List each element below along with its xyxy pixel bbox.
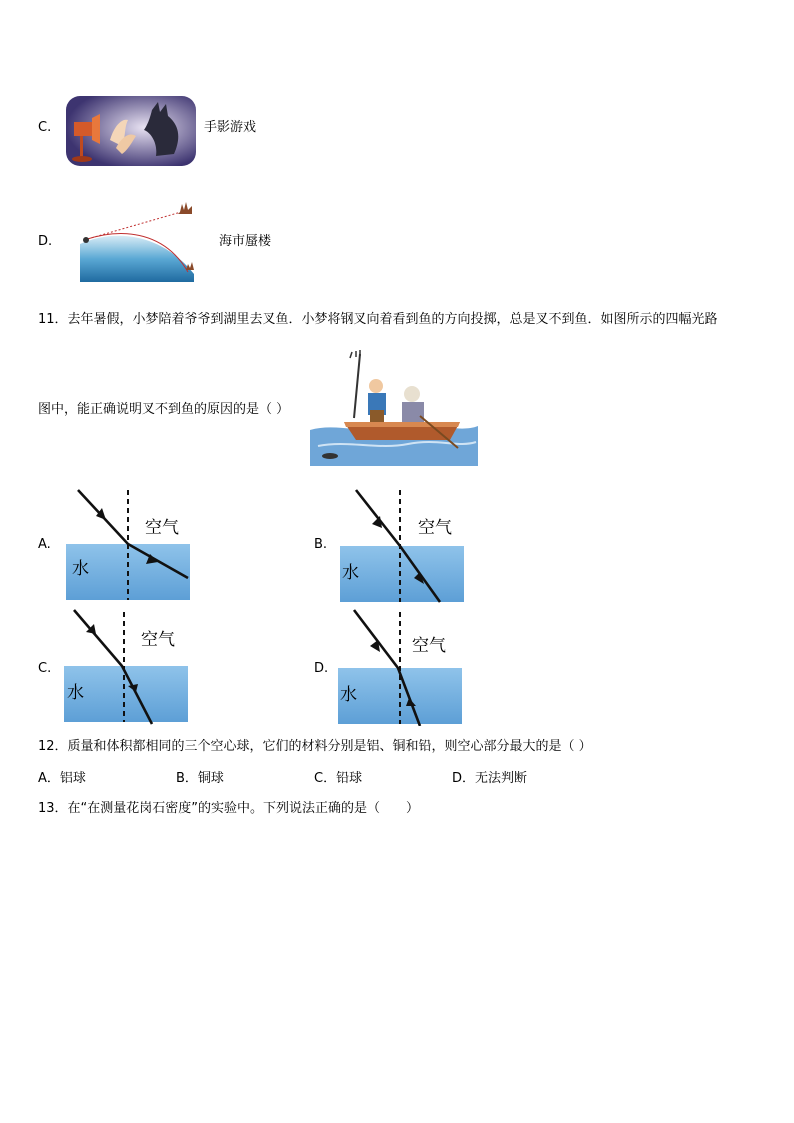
q11-option-a-letter: A. xyxy=(38,537,51,552)
q11-option-d-water-label: 水 xyxy=(340,685,357,705)
option-c-letter: C. xyxy=(38,120,52,135)
q11-option-c-water-label: 水 xyxy=(67,683,84,703)
q11-option-d-letter: D. xyxy=(314,661,329,676)
option-d-letter: D. xyxy=(38,234,53,249)
mirage-image xyxy=(66,198,202,282)
q11-stem-line2: 图中，能正确说明叉不到鱼的原因的是（ ） xyxy=(38,402,290,417)
q12-option-d: D．无法判断 xyxy=(452,771,528,786)
q12-option-b: B．铜球 xyxy=(176,771,224,786)
q11-option-a-air-label: 空气 xyxy=(145,518,179,538)
q11-option-a-water-label: 水 xyxy=(72,559,89,579)
q11-option-c-letter: C. xyxy=(38,661,52,676)
q11-option-b-water-label: 水 xyxy=(342,563,359,583)
q11-option-b-diagram xyxy=(338,486,470,604)
q11-option-c-air-label: 空气 xyxy=(141,630,175,650)
q11-option-b-letter: B. xyxy=(314,537,328,552)
q12-option-c: C．铅球 xyxy=(314,771,363,786)
q11-option-d-air-label: 空气 xyxy=(412,636,446,656)
q12-stem: 12．质量和体积都相同的三个空心球，它们的材料分别是铝、铜和铅，则空心部分最大的是（ ） xyxy=(38,739,592,754)
q11-option-a-diagram xyxy=(64,486,196,604)
option-d-caption: 海市蜃楼 xyxy=(219,234,272,249)
q12-option-a: A．铝球 xyxy=(38,771,86,786)
q11-option-b-air-label: 空气 xyxy=(418,518,452,538)
q11-option-d-diagram xyxy=(336,606,468,726)
boat-fishing-image xyxy=(308,350,480,472)
hand-shadow-image xyxy=(66,96,196,166)
q13-stem: 13．在“在测量花岗石密度”的实验中。下列说法正确的是（ ） xyxy=(38,801,420,816)
option-c-caption: 手影游戏 xyxy=(204,120,257,135)
q11-stem-line1: 11．去年暑假，小梦陪着爷爷到湖里去叉鱼．小梦将钢叉向着看到鱼的方向投掷，总是叉不到鱼．如图所示的四幅光路 xyxy=(38,312,718,327)
q11-option-c-diagram xyxy=(62,606,194,726)
